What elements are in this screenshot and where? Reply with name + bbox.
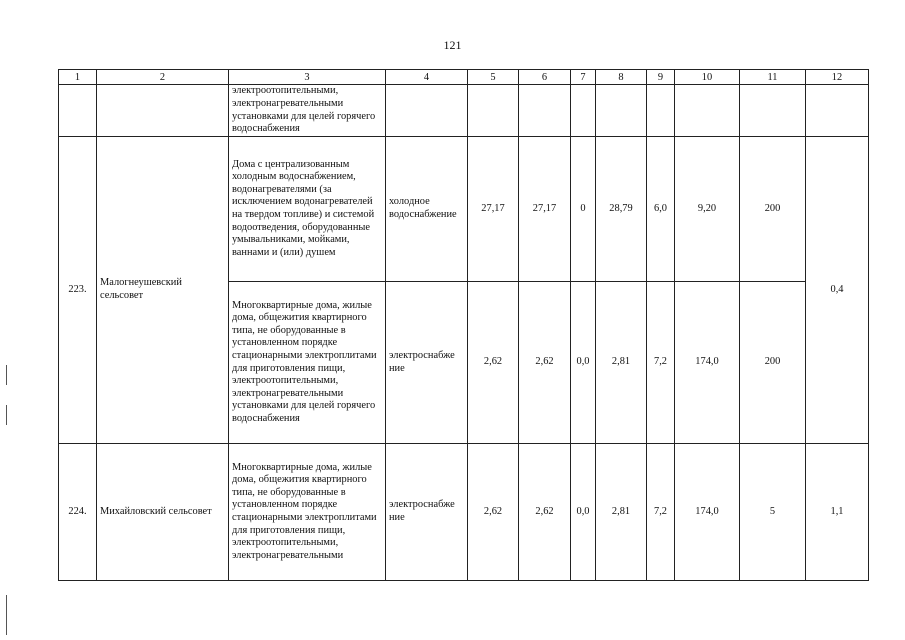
- service-cell: электроснабже ние: [386, 282, 468, 444]
- column-header: 2: [97, 70, 229, 85]
- value-cell: 0: [571, 137, 596, 282]
- column-header: 1: [59, 70, 97, 85]
- column-header: 7: [571, 70, 596, 85]
- empty-cell: [740, 85, 806, 137]
- column-header: 3: [229, 70, 386, 85]
- row-number: 224.: [59, 444, 97, 581]
- empty-cell: [97, 85, 229, 137]
- value-cell: 27,17: [468, 137, 519, 282]
- value-cell: 200: [740, 137, 806, 282]
- value-cell: 6,0: [647, 137, 675, 282]
- value-cell: 5: [740, 444, 806, 581]
- margin-line: [6, 365, 7, 385]
- value-cell: 27,17: [519, 137, 571, 282]
- column-header: 8: [596, 70, 647, 85]
- column-header: 10: [675, 70, 740, 85]
- value-cell: 9,20: [675, 137, 740, 282]
- value-cell: 0,0: [571, 282, 596, 444]
- empty-cell: [519, 85, 571, 137]
- table-row: [59, 137, 869, 282]
- description-cell: электроотопительными, электронагревательными установками для целей горячего водоснабжения: [229, 85, 386, 137]
- value-cell: 28,79: [596, 137, 647, 282]
- value-cell: 174,0: [675, 282, 740, 444]
- value-cell: 2,62: [519, 444, 571, 581]
- column-header: 5: [468, 70, 519, 85]
- column-header: 6: [519, 70, 571, 85]
- value-cell: 2,81: [596, 444, 647, 581]
- value-cell: 2,81: [596, 282, 647, 444]
- value-cell: 200: [740, 282, 806, 444]
- value-cell: 174,0: [675, 444, 740, 581]
- empty-cell: [468, 85, 519, 137]
- coefficient-cell: 1,1: [806, 444, 869, 581]
- value-cell: 7,2: [647, 444, 675, 581]
- value-cell: 2,62: [468, 444, 519, 581]
- value-cell: 2,62: [468, 282, 519, 444]
- service-cell: холодное водоснабжение: [386, 137, 468, 282]
- margin-line: [6, 405, 7, 425]
- value-cell: 2,62: [519, 282, 571, 444]
- empty-cell: [675, 85, 740, 137]
- column-header: 12: [806, 70, 869, 85]
- description-cell: Многоквартирные дома, жилые дома, общежития квартирного типа, не оборудованные в установленном порядке стационарными электроплитами для приготовления пищи, электроотопительными, электронагревательными установками для целей горячего водоснабжения: [229, 282, 386, 444]
- description-cell: Дома с централизованным холодным водоснабжением, водонагревателями (за исключением водонагревателей на твердом топливе) и системой водоотведения, оборудованные умывальниками, мойками, ваннами и (или) душем: [229, 137, 386, 282]
- row-number: 223.: [59, 137, 97, 444]
- description-cell: Многоквартирные дома, жилые дома, общежития квартирного типа, не оборудованные в установленном порядке стационарными электроплитами для приготовления пищи, электроотопительными, электронагревательными: [229, 444, 386, 581]
- column-header: 4: [386, 70, 468, 85]
- empty-cell: [59, 85, 97, 137]
- value-cell: 7,2: [647, 282, 675, 444]
- settlement-name: Малогнеушевский сельсовет: [97, 137, 229, 444]
- empty-cell: [386, 85, 468, 137]
- coefficient-cell: 0,4: [806, 137, 869, 444]
- page-number: 121: [443, 38, 462, 52]
- column-header: 11: [740, 70, 806, 85]
- column-header: 9: [647, 70, 675, 85]
- empty-cell: [571, 85, 596, 137]
- settlement-name: Михайловский сельсовет: [97, 444, 229, 581]
- margin-line: [6, 595, 7, 635]
- empty-cell: [596, 85, 647, 137]
- empty-cell: [806, 85, 869, 137]
- tariff-table: [58, 69, 869, 581]
- table-row: [59, 444, 869, 581]
- service-cell: электроснабже ние: [386, 444, 468, 581]
- column-number-row: [59, 70, 869, 85]
- empty-cell: [647, 85, 675, 137]
- value-cell: 0,0: [571, 444, 596, 581]
- table-row: [59, 85, 869, 137]
